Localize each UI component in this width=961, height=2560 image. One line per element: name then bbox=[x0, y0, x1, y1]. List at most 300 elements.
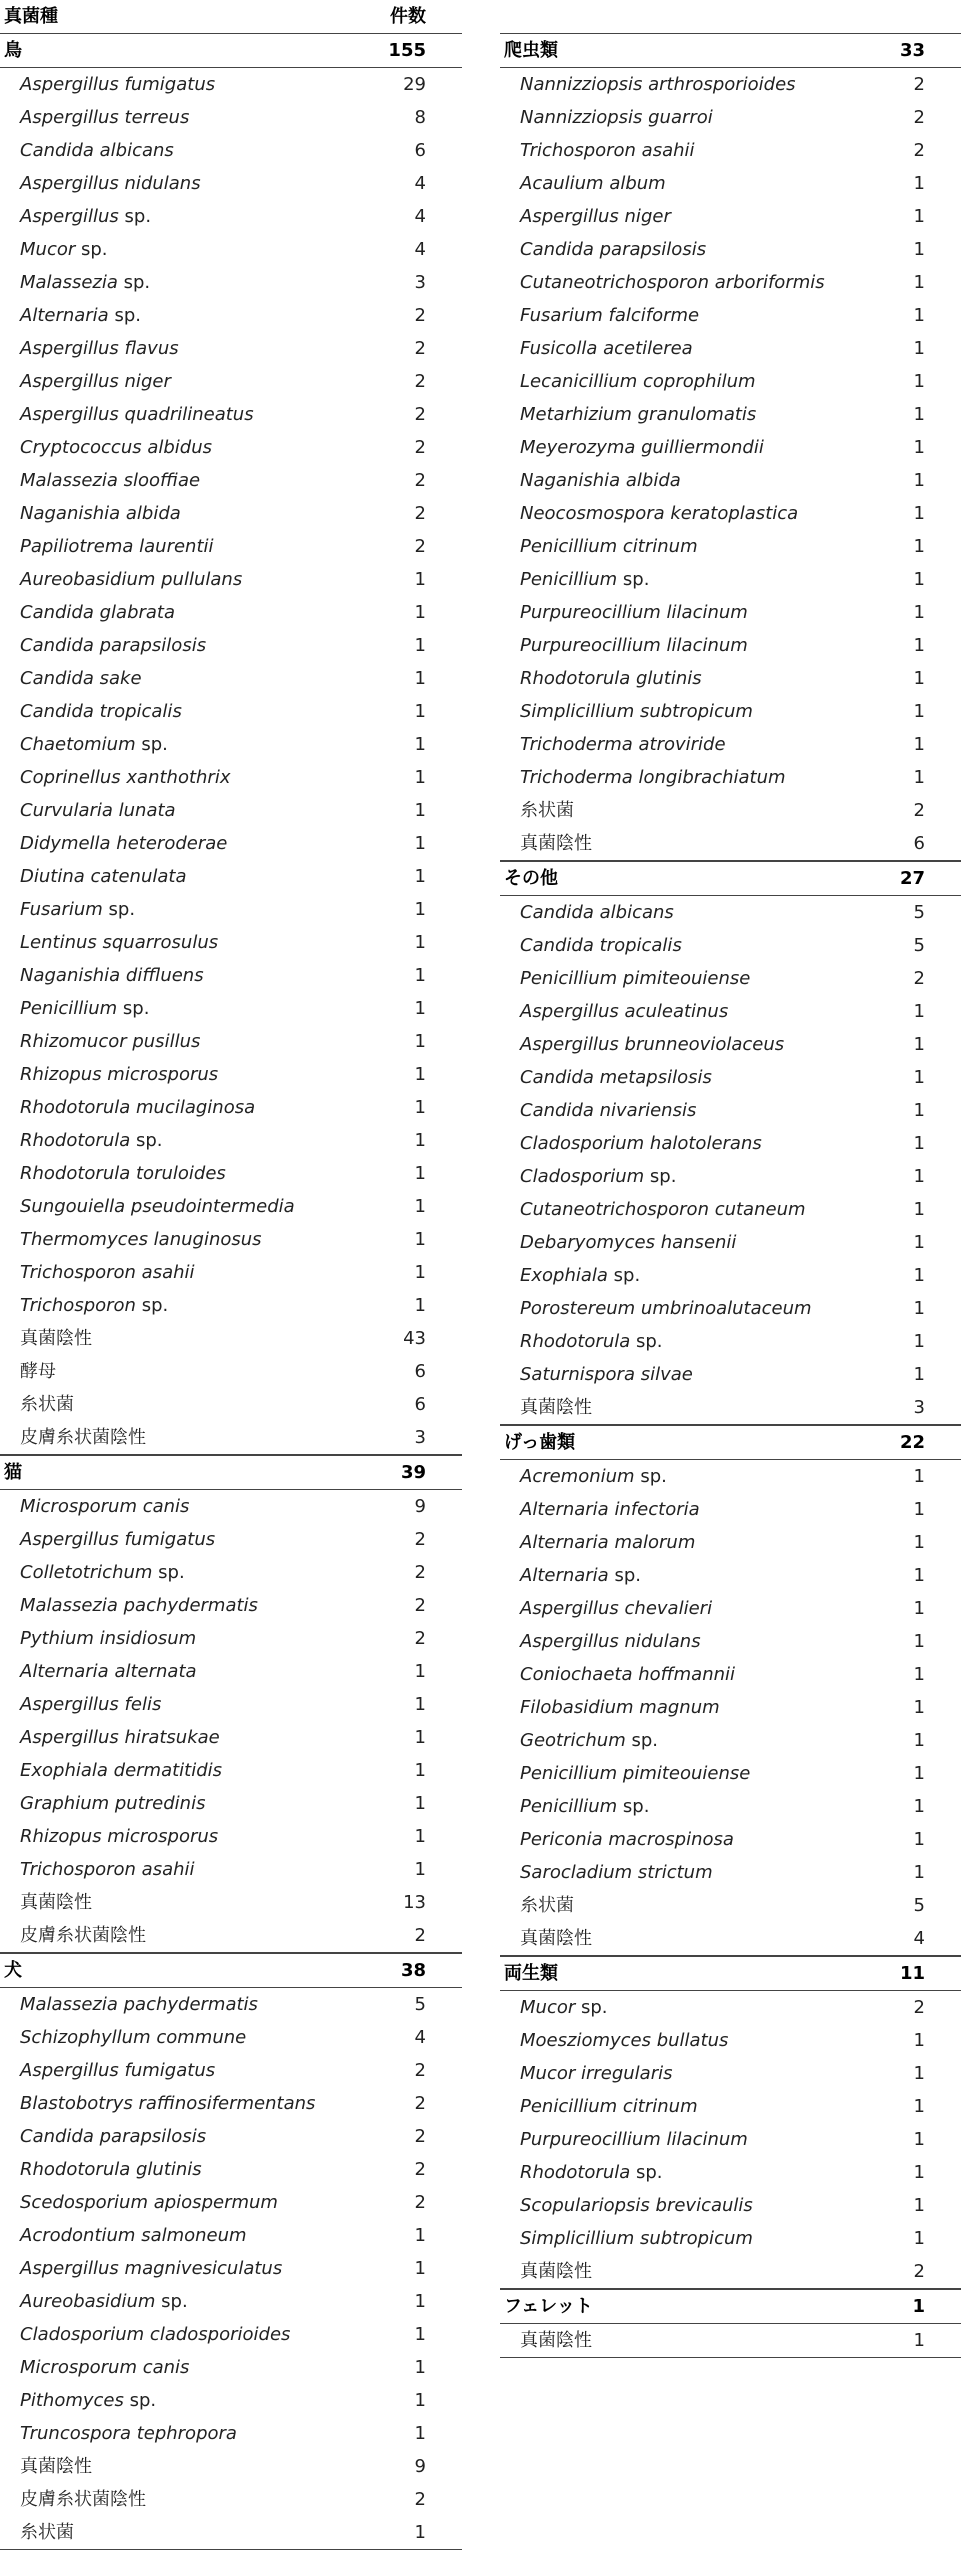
table-row bbox=[0, 1289, 462, 1322]
species-count: 9 bbox=[414, 2456, 426, 2477]
group-count: 11 bbox=[899, 1963, 925, 1984]
species-count: 5 bbox=[414, 1994, 426, 2015]
species-count: 1 bbox=[414, 932, 426, 953]
species-suffix: 真菌陰性 bbox=[520, 2330, 592, 2351]
species-count: 2 bbox=[414, 2489, 426, 2510]
table-row bbox=[500, 1856, 961, 1889]
species-italic: Graphium putredinis bbox=[20, 1793, 206, 1814]
species-count: 1 bbox=[414, 2522, 426, 2543]
species-italic: Penicillium bbox=[520, 569, 618, 590]
species-count: 1 bbox=[913, 1001, 925, 1022]
species-italic: Sungouiella pseudointermedia bbox=[20, 1196, 295, 1217]
species-count: 1 bbox=[414, 1694, 426, 1715]
species-count: 2 bbox=[913, 140, 925, 161]
species-count: 6 bbox=[414, 140, 426, 161]
species-count: 4 bbox=[913, 1928, 925, 1949]
species-italic: Fusarium bbox=[20, 899, 103, 920]
species-count: 2 bbox=[414, 1562, 426, 1583]
table-row bbox=[0, 101, 462, 134]
species-count: 4 bbox=[414, 2027, 426, 2048]
species-italic: Acremonium bbox=[520, 1466, 635, 1487]
table-row bbox=[500, 2324, 961, 2358]
species-count: 1 bbox=[913, 536, 925, 557]
table-row bbox=[500, 1757, 961, 1790]
species-italic: Neocosmospora keratoplastica bbox=[520, 503, 799, 524]
table-row bbox=[0, 1556, 462, 1589]
table-row bbox=[0, 1355, 462, 1388]
species-italic: Aspergillus aculeatinus bbox=[520, 1001, 729, 1022]
species-italic: Candida albicans bbox=[20, 140, 174, 161]
species-italic: Candida metapsilosis bbox=[520, 1067, 712, 1088]
species-count: 2 bbox=[913, 1997, 925, 2018]
species-count: 13 bbox=[403, 1892, 426, 1913]
species-italic: Purpureocillium lilacinum bbox=[520, 635, 748, 656]
species-name bbox=[520, 1391, 592, 1424]
species-count: 1 bbox=[414, 1229, 426, 1250]
species-suffix: 酵母 bbox=[20, 1361, 56, 1382]
species-name bbox=[520, 332, 693, 365]
species-italic: Rhodotorula glutinis bbox=[520, 668, 702, 689]
species-name bbox=[520, 1526, 695, 1559]
species-italic: Candida nivariensis bbox=[520, 1100, 697, 1121]
species-count: 2 bbox=[913, 800, 925, 821]
species-name bbox=[520, 1691, 720, 1724]
table-row bbox=[500, 233, 961, 266]
species-name bbox=[20, 992, 149, 1025]
table-row bbox=[0, 2483, 462, 2516]
species-italic: Aspergillus terreus bbox=[20, 107, 190, 128]
table-row bbox=[500, 662, 961, 695]
table-row bbox=[0, 1754, 462, 1787]
species-name bbox=[20, 827, 227, 860]
table-row bbox=[500, 1625, 961, 1658]
species-italic: Rhodotorula glutinis bbox=[20, 2159, 202, 2180]
table-row bbox=[500, 464, 961, 497]
species-count: 1 bbox=[414, 602, 426, 623]
species-count: 1 bbox=[913, 1067, 925, 1088]
species-italic: Mucor bbox=[520, 1997, 576, 2018]
species-count: 1 bbox=[913, 1565, 925, 1586]
species-name bbox=[520, 1259, 640, 1292]
species-name bbox=[20, 398, 254, 431]
species-count: 2 bbox=[414, 305, 426, 326]
species-name bbox=[520, 1889, 574, 1922]
table-row bbox=[0, 1388, 462, 1421]
table-row bbox=[0, 1058, 462, 1091]
species-name bbox=[20, 2516, 74, 2549]
species-name bbox=[520, 101, 713, 134]
species-name bbox=[20, 2417, 237, 2450]
species-name bbox=[520, 1460, 667, 1493]
species-name bbox=[20, 134, 174, 167]
species-italic: Penicillium bbox=[520, 1796, 618, 1817]
table-row bbox=[500, 2222, 961, 2255]
table-row bbox=[500, 431, 961, 464]
species-count: 1 bbox=[913, 1331, 925, 1352]
species-name bbox=[20, 464, 200, 497]
species-suffix: 糸状菌 bbox=[520, 1895, 574, 1916]
species-name bbox=[520, 1757, 750, 1790]
species-count: 1 bbox=[414, 866, 426, 887]
species-name bbox=[20, 1886, 92, 1919]
species-name bbox=[520, 398, 756, 431]
species-italic: Malassezia pachydermatis bbox=[20, 1994, 258, 2015]
species-italic: Filobasidium magnum bbox=[520, 1697, 720, 1718]
species-count: 1 bbox=[913, 404, 925, 425]
species-count: 1 bbox=[913, 470, 925, 491]
species-name bbox=[520, 1061, 712, 1094]
species-count: 1 bbox=[414, 998, 426, 1019]
table-row bbox=[500, 695, 961, 728]
species-count: 1 bbox=[414, 1064, 426, 1085]
species-italic: Microsporum canis bbox=[20, 1496, 190, 1517]
species-name bbox=[520, 1325, 663, 1358]
species-name bbox=[20, 2087, 315, 2120]
species-count: 2 bbox=[414, 404, 426, 425]
species-italic: Cryptococcus albidus bbox=[20, 437, 212, 458]
table-row bbox=[500, 1061, 961, 1094]
species-name bbox=[520, 596, 748, 629]
species-count: 1 bbox=[414, 569, 426, 590]
species-name bbox=[20, 1820, 218, 1853]
table-row bbox=[0, 1622, 462, 1655]
table-row bbox=[500, 1823, 961, 1856]
species-suffix: 糸状菌 bbox=[520, 800, 574, 821]
species-italic: Moesziomyces bullatus bbox=[520, 2030, 729, 2051]
table-row bbox=[0, 1988, 462, 2021]
species-count: 1 bbox=[414, 701, 426, 722]
species-name bbox=[520, 1226, 736, 1259]
table-row bbox=[0, 1820, 462, 1853]
species-name bbox=[520, 1823, 734, 1856]
species-name bbox=[520, 1724, 658, 1757]
species-suffix: sp. bbox=[630, 2162, 663, 2183]
species-count: 1 bbox=[414, 668, 426, 689]
species-count: 1 bbox=[913, 239, 925, 260]
species-name bbox=[20, 2186, 278, 2219]
table-row bbox=[500, 530, 961, 563]
species-count: 5 bbox=[913, 935, 925, 956]
species-italic: Naganishia albida bbox=[20, 503, 181, 524]
species-name bbox=[20, 2318, 290, 2351]
table-row bbox=[0, 2417, 462, 2450]
species-italic: Aspergillus bbox=[20, 206, 119, 227]
species-count: 1 bbox=[414, 2357, 426, 2378]
table-row bbox=[0, 1919, 462, 1953]
table-row bbox=[500, 1391, 961, 1425]
species-count: 1 bbox=[913, 2195, 925, 2216]
species-count: 2 bbox=[414, 1628, 426, 1649]
species-count: 2 bbox=[414, 338, 426, 359]
species-name bbox=[20, 629, 206, 662]
table-row bbox=[0, 398, 462, 431]
species-name bbox=[20, 1223, 262, 1256]
species-suffix: sp. bbox=[617, 1796, 650, 1817]
species-count: 2 bbox=[414, 437, 426, 458]
species-name bbox=[520, 629, 748, 662]
table-row bbox=[500, 200, 961, 233]
species-count: 1 bbox=[414, 734, 426, 755]
species-name bbox=[20, 233, 108, 266]
species-italic: Simplicillium subtropicum bbox=[520, 2228, 753, 2249]
species-italic: Acaulium album bbox=[520, 173, 666, 194]
right-column bbox=[500, 0, 961, 2358]
table-row bbox=[0, 497, 462, 530]
species-name bbox=[520, 2222, 753, 2255]
species-count: 1 bbox=[913, 338, 925, 359]
species-name bbox=[20, 266, 150, 299]
species-count: 2 bbox=[414, 2093, 426, 2114]
species-count: 1 bbox=[414, 965, 426, 986]
species-italic: Simplicillium subtropicum bbox=[520, 701, 753, 722]
species-count: 1 bbox=[913, 635, 925, 656]
species-name bbox=[20, 2153, 202, 2186]
species-suffix: 皮膚糸状菌陰性 bbox=[20, 2489, 146, 2510]
species-count: 1 bbox=[913, 1532, 925, 1553]
table-row bbox=[0, 1256, 462, 1289]
species-name bbox=[520, 2189, 753, 2222]
table-row bbox=[0, 794, 462, 827]
species-count: 2 bbox=[913, 74, 925, 95]
species-count: 1 bbox=[913, 767, 925, 788]
species-name bbox=[20, 1388, 74, 1421]
group-name: その他 bbox=[504, 868, 558, 889]
species-italic: Scedosporium apiospermum bbox=[20, 2192, 278, 2213]
species-name bbox=[520, 2057, 673, 2090]
table-row bbox=[500, 1460, 961, 1493]
species-italic: Coniochaeta hoffmannii bbox=[520, 1664, 736, 1685]
species-italic: Trichoderma atroviride bbox=[520, 734, 726, 755]
table-row bbox=[0, 827, 462, 860]
table-row bbox=[500, 1592, 961, 1625]
species-name bbox=[20, 1124, 163, 1157]
species-count: 2 bbox=[414, 1529, 426, 1550]
species-count: 1 bbox=[414, 1793, 426, 1814]
species-name bbox=[520, 1790, 649, 1823]
species-name bbox=[20, 596, 175, 629]
species-count: 1 bbox=[414, 1163, 426, 1184]
species-name bbox=[20, 1058, 218, 1091]
species-name bbox=[20, 1556, 185, 1589]
group-count: 22 bbox=[899, 1432, 925, 1453]
species-name bbox=[520, 827, 592, 860]
species-name bbox=[520, 1592, 712, 1625]
species-name bbox=[520, 464, 681, 497]
table-row bbox=[0, 728, 462, 761]
table-row bbox=[0, 530, 462, 563]
species-count: 2 bbox=[414, 2192, 426, 2213]
species-count: 1 bbox=[913, 1829, 925, 1850]
species-suffix: sp. bbox=[118, 206, 152, 227]
group-count: 27 bbox=[899, 868, 925, 889]
species-italic: Aspergillus niger bbox=[20, 371, 171, 392]
species-name bbox=[20, 761, 231, 794]
table-row bbox=[0, 563, 462, 596]
species-name bbox=[520, 995, 728, 1028]
table-row bbox=[0, 1091, 462, 1124]
table-row bbox=[500, 761, 961, 794]
species-italic: Purpureocillium lilacinum bbox=[520, 2129, 748, 2150]
table-row bbox=[0, 2384, 462, 2417]
species-count: 1 bbox=[913, 1697, 925, 1718]
species-suffix: 皮膚糸状菌陰性 bbox=[20, 1427, 146, 1448]
species-count: 1 bbox=[913, 173, 925, 194]
species-italic: Candida glabrata bbox=[20, 602, 176, 623]
table-row bbox=[500, 398, 961, 431]
table-row bbox=[500, 2024, 961, 2057]
species-count: 1 bbox=[414, 2423, 426, 2444]
species-italic: Candida albicans bbox=[520, 902, 674, 923]
species-name bbox=[20, 2483, 146, 2516]
species-count: 3 bbox=[414, 1427, 426, 1448]
species-name bbox=[520, 2156, 663, 2189]
species-name bbox=[520, 299, 699, 332]
species-name bbox=[520, 1658, 735, 1691]
species-suffix: 真菌陰性 bbox=[20, 2456, 92, 2477]
table-row bbox=[0, 134, 462, 167]
species-count: 1 bbox=[414, 1661, 426, 1682]
species-italic: Lentinus squarrosulus bbox=[20, 932, 219, 953]
table-row bbox=[500, 497, 961, 530]
species-italic: Exophiala dermatitidis bbox=[20, 1760, 223, 1781]
species-name bbox=[20, 2219, 247, 2252]
table-row bbox=[0, 68, 462, 101]
species-italic: Rhodotorula toruloides bbox=[20, 1163, 226, 1184]
group-name: 鳥 bbox=[4, 40, 22, 61]
species-italic: Alternaria bbox=[20, 305, 109, 326]
species-italic: Pythium insidiosum bbox=[20, 1628, 197, 1649]
species-name bbox=[20, 365, 171, 398]
species-name bbox=[20, 431, 212, 464]
group-name: 猫 bbox=[4, 1462, 22, 1483]
species-name bbox=[20, 1421, 146, 1454]
table-row bbox=[0, 2516, 462, 2550]
species-italic: Aspergillus nidulans bbox=[20, 173, 201, 194]
species-count: 1 bbox=[414, 899, 426, 920]
species-count: 1 bbox=[913, 1298, 925, 1319]
species-name bbox=[20, 200, 151, 233]
table-row bbox=[500, 1889, 961, 1922]
table-row bbox=[500, 2123, 961, 2156]
species-count: 1 bbox=[414, 1727, 426, 1748]
species-suffix: sp. bbox=[575, 1997, 608, 2018]
species-name bbox=[20, 1688, 161, 1721]
table-row bbox=[0, 1655, 462, 1688]
species-name bbox=[20, 332, 179, 365]
table-row bbox=[0, 299, 462, 332]
table-row bbox=[500, 1724, 961, 1757]
species-name bbox=[520, 1922, 592, 1955]
table-row bbox=[500, 1127, 961, 1160]
species-name bbox=[20, 1157, 226, 1190]
species-italic: Candida parapsilosis bbox=[20, 635, 207, 656]
species-italic: Nannizziopsis guarroi bbox=[520, 107, 713, 128]
species-name bbox=[520, 761, 786, 794]
table-row bbox=[0, 233, 462, 266]
species-name bbox=[20, 1754, 222, 1787]
species-italic: Aspergillus fumigatus bbox=[20, 1529, 216, 1550]
species-count: 1 bbox=[913, 668, 925, 689]
species-count: 5 bbox=[913, 1895, 925, 1916]
group-header-row bbox=[0, 1953, 462, 1988]
species-name bbox=[20, 299, 141, 332]
species-name bbox=[20, 860, 186, 893]
table-row bbox=[500, 794, 961, 827]
species-count: 2 bbox=[913, 2261, 925, 2282]
species-name bbox=[520, 794, 574, 827]
group-name: げっ歯類 bbox=[504, 1432, 576, 1453]
table-row bbox=[500, 299, 961, 332]
table-row bbox=[500, 1358, 961, 1391]
table-row bbox=[500, 1028, 961, 1061]
species-name bbox=[520, 200, 671, 233]
table-row bbox=[500, 134, 961, 167]
species-count: 1 bbox=[414, 2258, 426, 2279]
group-header-row bbox=[500, 33, 961, 68]
species-count: 1 bbox=[913, 1862, 925, 1883]
species-name bbox=[20, 662, 142, 695]
species-italic: Papiliotrema laurentii bbox=[20, 536, 214, 557]
table-row bbox=[500, 1526, 961, 1559]
table-row bbox=[0, 629, 462, 662]
table-row bbox=[0, 695, 462, 728]
species-italic: Blastobotrys raffinosifermentans bbox=[20, 2093, 316, 2114]
species-count: 1 bbox=[414, 1130, 426, 1151]
species-suffix: sp. bbox=[108, 305, 141, 326]
species-italic: Candida sake bbox=[20, 668, 142, 689]
species-italic: Penicillium citrinum bbox=[520, 2096, 698, 2117]
species-name bbox=[520, 1127, 762, 1160]
species-italic: Meyerozyma guilliermondii bbox=[520, 437, 764, 458]
species-name bbox=[20, 1091, 255, 1124]
group-header-row bbox=[500, 2289, 961, 2324]
table-row bbox=[0, 2120, 462, 2153]
table-row bbox=[0, 1721, 462, 1754]
table-row bbox=[0, 1523, 462, 1556]
group-count: 33 bbox=[899, 40, 925, 61]
species-italic: Colletotrichum bbox=[20, 1562, 153, 1583]
species-count: 1 bbox=[913, 1034, 925, 1055]
species-name bbox=[520, 68, 796, 101]
table-row bbox=[500, 1193, 961, 1226]
species-suffix: sp. bbox=[135, 1295, 169, 1316]
species-italic: Rhizomucor pusillus bbox=[20, 1031, 201, 1052]
table-row bbox=[500, 167, 961, 200]
species-name bbox=[20, 2252, 282, 2285]
species-name bbox=[20, 101, 189, 134]
species-italic: Candida tropicalis bbox=[20, 701, 182, 722]
species-count: 9 bbox=[414, 1496, 426, 1517]
species-italic: Rhodotorula bbox=[20, 1130, 131, 1151]
species-count: 1 bbox=[414, 767, 426, 788]
species-name bbox=[20, 794, 176, 827]
species-name bbox=[520, 1856, 713, 1889]
species-name bbox=[20, 1721, 220, 1754]
species-name bbox=[20, 1853, 195, 1886]
table-row bbox=[500, 929, 961, 962]
species-name bbox=[520, 2324, 592, 2357]
species-count: 1 bbox=[913, 569, 925, 590]
species-italic: Truncospora tephropora bbox=[20, 2423, 237, 2444]
species-count: 1 bbox=[414, 2291, 426, 2312]
table-row bbox=[500, 1160, 961, 1193]
group-count: 1 bbox=[912, 2296, 925, 2317]
group-header-row bbox=[0, 33, 462, 68]
species-name bbox=[520, 431, 764, 464]
species-name bbox=[520, 896, 674, 929]
table-row bbox=[0, 1025, 462, 1058]
species-count: 1 bbox=[913, 1730, 925, 1751]
